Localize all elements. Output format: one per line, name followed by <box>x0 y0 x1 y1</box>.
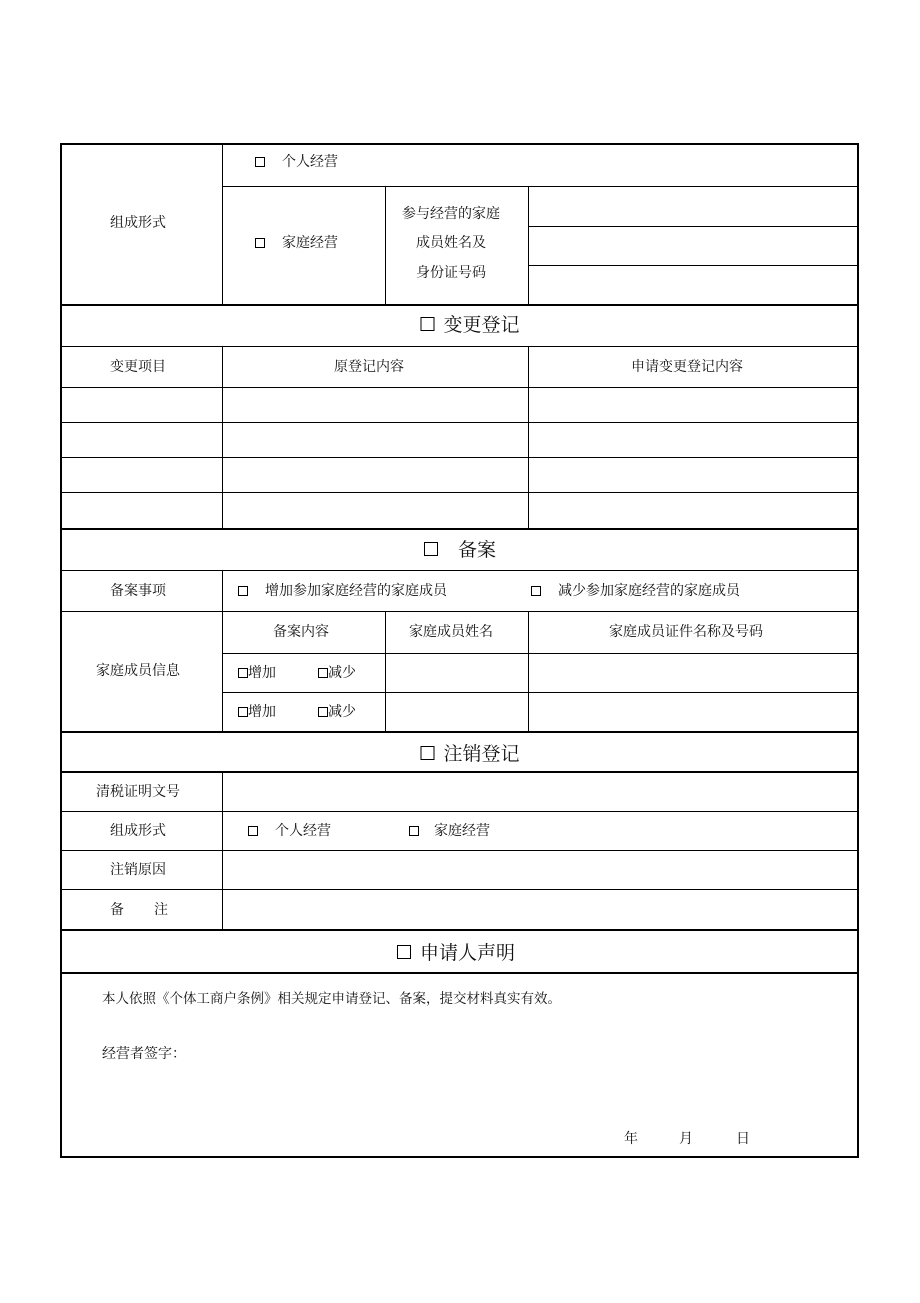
divider <box>222 145 223 304</box>
filing-add-option[interactable]: 增加参加家庭经营的家庭成员 <box>238 582 447 600</box>
checkbox-icon[interactable] <box>420 317 434 331</box>
checkbox-icon[interactable] <box>238 586 248 596</box>
checkbox-icon[interactable] <box>424 542 438 556</box>
section-divider <box>62 929 859 931</box>
row2-add-option[interactable]: 增加 <box>238 703 276 721</box>
checkbox-icon[interactable] <box>420 746 434 760</box>
signature-label: 经营者签字： <box>102 1046 186 1062</box>
filing-section-title: 备案 <box>424 538 496 562</box>
member-input-3[interactable] <box>529 266 859 304</box>
member-label-line-2: 成员姓名及 <box>416 235 486 251</box>
checkbox-icon[interactable] <box>238 707 248 717</box>
divider <box>62 346 859 347</box>
date-year-label: 年 <box>624 1131 638 1147</box>
date-month-label: 月 <box>679 1131 693 1147</box>
remark-label: 备 注 <box>110 902 168 918</box>
divider <box>222 347 223 528</box>
tax-cert-input[interactable] <box>223 773 859 811</box>
change-col-new: 申请变更登记内容 <box>631 359 743 375</box>
filing-reduce-option[interactable]: 减少参加家庭经营的家庭成员 <box>531 582 740 600</box>
composition-label: 组成形式 <box>110 215 166 231</box>
checkbox-icon[interactable] <box>397 945 411 959</box>
divider <box>222 692 859 693</box>
section-divider <box>62 528 859 530</box>
divider <box>222 571 223 731</box>
divider <box>62 611 859 612</box>
family-option[interactable]: 家庭经营 <box>255 234 338 252</box>
divider <box>62 570 859 571</box>
declaration-section-title: 申请人声明 <box>397 941 515 965</box>
checkbox-icon[interactable] <box>531 586 541 596</box>
checkbox-icon[interactable] <box>318 707 328 717</box>
row1-add-option[interactable]: 增加 <box>238 664 276 682</box>
member-label-line-1: 参与经营的家庭 <box>402 206 500 222</box>
filing-col-id: 家庭成员证件名称及号码 <box>609 624 763 640</box>
checkbox-icon[interactable] <box>255 238 265 248</box>
change-col-original: 原登记内容 <box>334 359 404 375</box>
member-label-line-3: 身份证号码 <box>416 265 486 281</box>
member-input-2[interactable] <box>529 227 859 265</box>
section-divider <box>62 731 859 733</box>
divider <box>385 187 386 304</box>
checkbox-icon[interactable] <box>318 668 328 678</box>
row2-reduce-option[interactable]: 减少 <box>318 703 356 721</box>
cancel-section-title: 注销登记 <box>420 742 519 766</box>
date-day-label: 日 <box>736 1131 750 1147</box>
divider <box>62 972 859 974</box>
registration-form <box>60 143 859 1158</box>
remark-input[interactable] <box>223 890 859 929</box>
checkbox-icon[interactable] <box>255 157 265 167</box>
checkbox-icon[interactable] <box>409 826 419 836</box>
cancel-family-option[interactable]: 家庭经营 <box>409 822 490 840</box>
section-divider <box>62 304 859 306</box>
cancel-reason-input[interactable] <box>223 851 859 889</box>
cancel-individual-option[interactable]: 个人经营 <box>248 822 331 840</box>
divider <box>528 347 529 528</box>
member-info-label: 家庭成员信息 <box>96 663 180 679</box>
cancel-composition-label: 组成形式 <box>110 823 166 839</box>
row1-reduce-option[interactable]: 减少 <box>318 664 356 682</box>
filing-col-content: 备案内容 <box>273 624 329 640</box>
filing-col-name: 家庭成员姓名 <box>409 624 493 640</box>
divider <box>62 492 859 493</box>
divider <box>62 457 859 458</box>
member-input-1[interactable] <box>529 187 859 226</box>
tax-cert-label: 清税证明文号 <box>96 784 180 800</box>
change-col-item: 变更项目 <box>110 359 166 375</box>
individual-option[interactable]: 个人经营 <box>255 153 338 171</box>
divider <box>62 422 859 423</box>
cancel-reason-label: 注销原因 <box>110 862 166 878</box>
change-section-title: 变更登记 <box>420 313 519 337</box>
signature-area[interactable] <box>192 1035 612 1075</box>
divider <box>528 612 529 731</box>
checkbox-icon[interactable] <box>238 668 248 678</box>
declaration-statement: 本人依照《个体工商户条例》相关规定申请登记、备案，提交材料真实有效。 <box>102 991 561 1007</box>
divider <box>62 811 859 812</box>
checkbox-icon[interactable] <box>248 826 258 836</box>
divider <box>222 653 859 654</box>
filing-matter-label: 备案事项 <box>110 583 166 599</box>
divider <box>62 387 859 388</box>
divider <box>385 612 386 731</box>
